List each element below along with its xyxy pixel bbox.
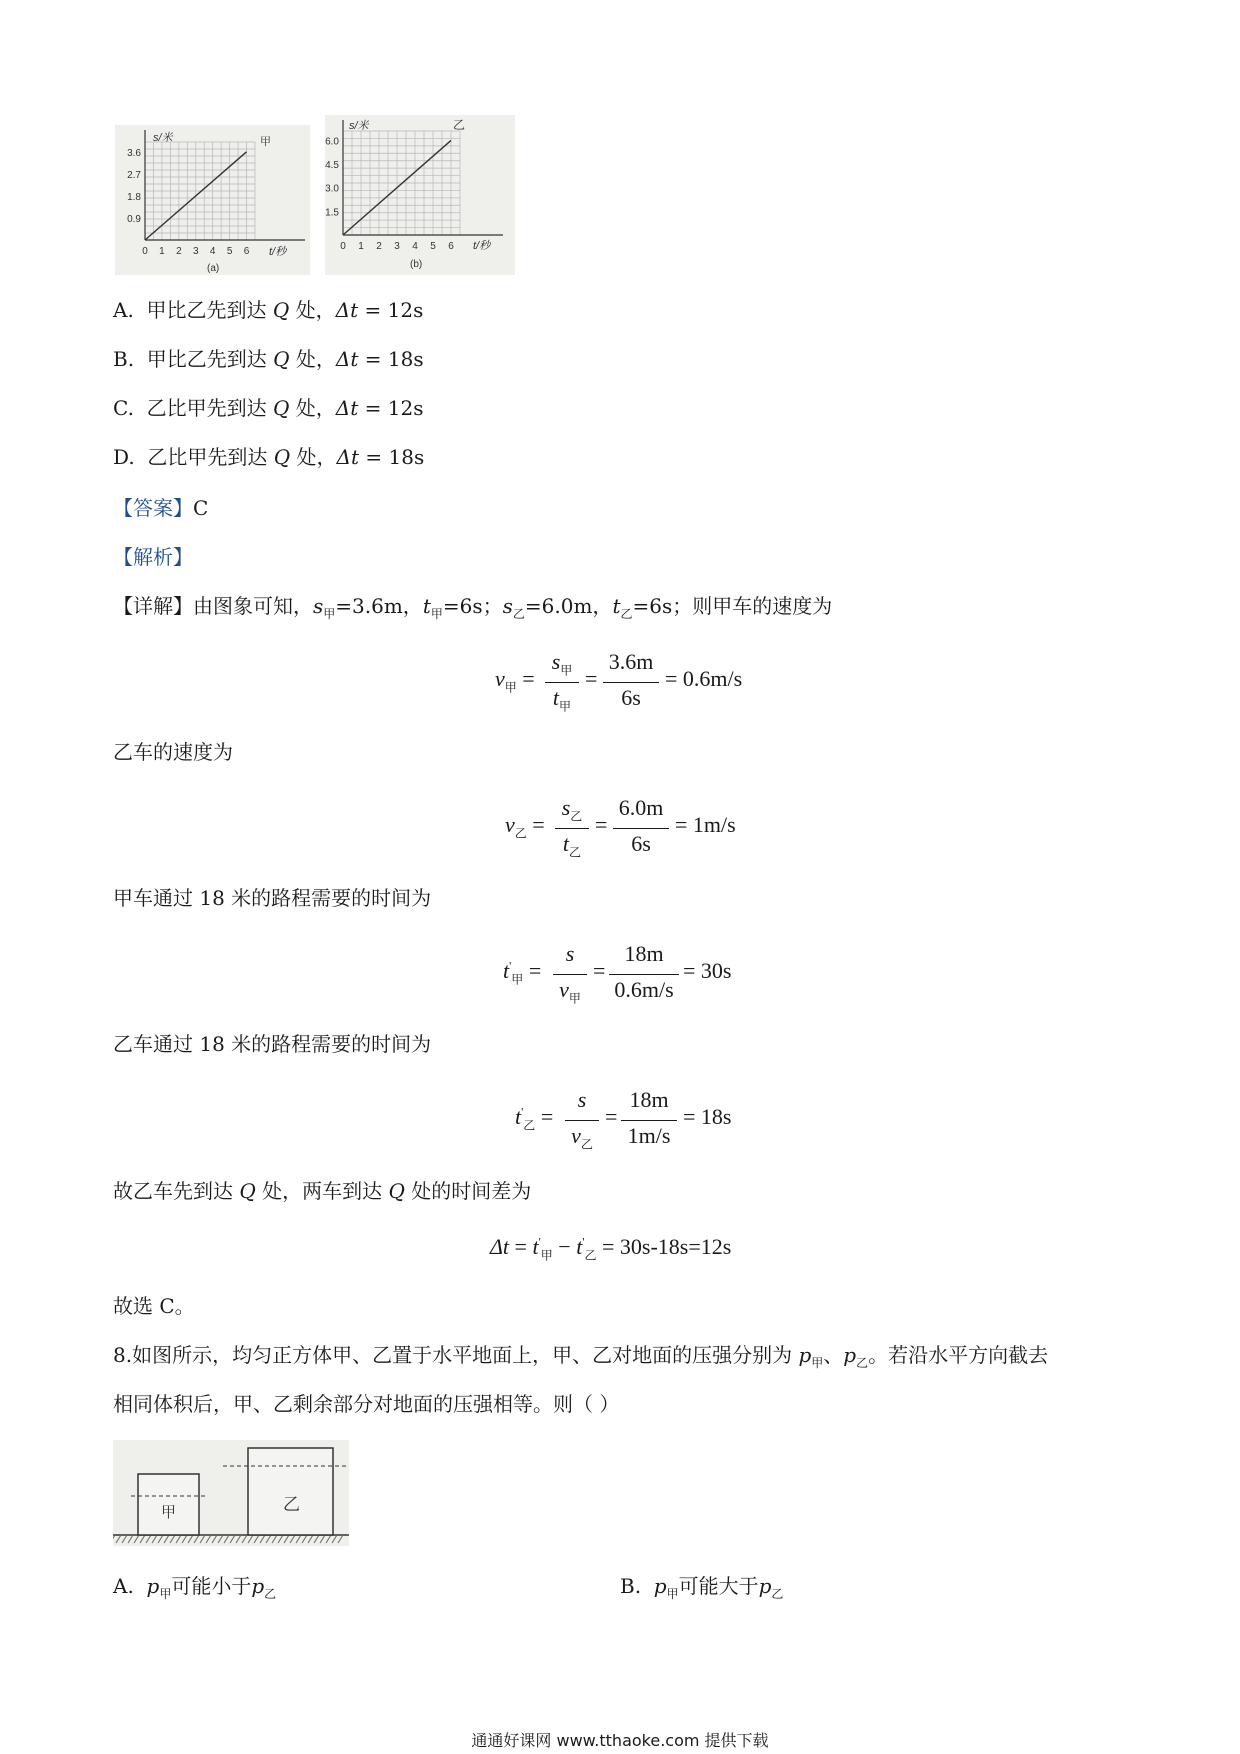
hatch-mark (272, 1535, 277, 1543)
hatch-mark (200, 1535, 205, 1543)
text-v-yi: 乙车的速度为 (113, 740, 233, 764)
x-tick-label-a: 4 (209, 246, 216, 257)
graph-b (325, 115, 515, 275)
hatch-mark (278, 1535, 283, 1543)
y-ticks-b (325, 136, 339, 218)
question-8-line2: 相同体积后，甲、乙剩余部分对地面的压强相等。则（ ） (113, 1392, 620, 1416)
hatch-mark (182, 1535, 187, 1543)
line-label-jia: 甲 (260, 136, 271, 148)
equation-t-jia: $t'_甲$ = s $v_甲$ = 18m 0.6m/s = 30s (503, 941, 732, 1006)
footer: 通通好课网 www.tthaoke.com 提供下载 (471, 1731, 769, 1750)
hatch-mark (218, 1535, 223, 1543)
figure-cubes (113, 1440, 349, 1546)
x-tick-label-b: 4 (412, 241, 418, 252)
hatch-mark (314, 1535, 319, 1543)
option-b[interactable]: B. 甲比乙先到达 Q 处，Δt = 18s (113, 347, 424, 371)
text-time-yi: 乙车通过 18 米的路程需要的时间为 (113, 1032, 432, 1056)
x-tick-label-b: 3 (394, 241, 400, 252)
hatch-mark (260, 1535, 265, 1543)
x-tick-label-b: 6 (448, 241, 454, 252)
hatch-mark (212, 1535, 217, 1543)
text-time-jia: 甲车通过 18 米的路程需要的时间为 (113, 886, 432, 910)
line-label-yi: 乙 (453, 118, 466, 132)
hatch-mark (338, 1535, 343, 1543)
equation-v-jia: $v_甲$ = $s_甲$ $t_甲$ = 3.6m 6s = 0.6m/s (495, 649, 743, 714)
y-label-b: s/米 (349, 120, 369, 132)
y-tick-label-a: 0.9 (127, 213, 141, 225)
y-tick-label-b: 3.0 (325, 183, 339, 195)
equation-t-yi: $t'_乙$ = s $v_乙$ = 18m 1m/s = 18s (515, 1087, 732, 1152)
hatch-mark (224, 1535, 229, 1543)
analysis-label: 【解析】 (113, 545, 193, 569)
hatch-mark (146, 1535, 151, 1543)
hatch-mark (116, 1535, 121, 1543)
y-tick-label-b: 4.5 (325, 160, 339, 172)
option-d[interactable]: D. 乙比甲先到达 Q 处，Δt = 18s (113, 445, 425, 469)
x-label-b: t/秒 (473, 240, 491, 252)
hatch-mark (332, 1535, 337, 1543)
q8-option-b[interactable]: B. $p_甲$可能大于$p_乙$ (620, 1574, 784, 1601)
hatch-mark (230, 1535, 235, 1543)
label-jia: 甲 (161, 1504, 177, 1521)
x-tick-label-a: 0 (142, 246, 148, 257)
y-tick-label-b: 1.5 (325, 207, 339, 219)
x-tick-label-a: 2 (176, 246, 182, 257)
x-tick-label-a: 1 (159, 246, 165, 257)
x-tick-label-b: 1 (358, 241, 364, 252)
cube-yi (248, 1448, 333, 1535)
hatch-mark (242, 1535, 247, 1543)
hatch-mark (236, 1535, 241, 1543)
hatch-mark (296, 1535, 301, 1543)
y-label-a: s/米 (153, 132, 173, 144)
hatch-mark (248, 1535, 253, 1543)
y-tick-label-b: 6.0 (325, 136, 339, 148)
answer-line: 【答案】C (113, 496, 209, 520)
hatch-mark (290, 1535, 295, 1543)
x-tick-label-b: 5 (430, 241, 436, 252)
hatch-mark (122, 1535, 127, 1543)
label-yi: 乙 (283, 1495, 300, 1514)
hatch-mark (170, 1535, 175, 1543)
caption-b: (b) (410, 259, 423, 270)
hatch-mark (158, 1535, 163, 1543)
x-tick-label-a: 3 (192, 246, 199, 257)
x-ticks-a (142, 246, 250, 257)
x-tick-label-a: 6 (243, 246, 250, 257)
x-tick-label-b: 0 (340, 241, 346, 252)
hatch-mark (128, 1535, 133, 1543)
option-c[interactable]: C. 乙比甲先到达 Q 处，Δt = 12s (113, 396, 424, 420)
hatch-mark (254, 1535, 259, 1543)
y-tick-label-a: 3.6 (127, 147, 141, 159)
equation-v-yi: $v_乙$ = $s_乙$ $t_乙$ = 6.0m 6s = 1m/s (505, 795, 736, 860)
y-ticks-a (127, 148, 141, 225)
option-a[interactable]: A. 甲比乙先到达 Q 处，Δt = 12s (113, 298, 424, 322)
hatch-mark (194, 1535, 199, 1543)
hatch-mark (326, 1535, 331, 1543)
graph-a (115, 125, 310, 275)
x-ticks-b (340, 241, 454, 252)
hatch-mark (284, 1535, 289, 1543)
text-conclusion: 故乙车先到达 Q 处，两车到达 Q 处的时间差为 (113, 1179, 532, 1203)
caption-a: (a) (207, 263, 220, 274)
hatch-mark (302, 1535, 307, 1543)
x-tick-label-b: 2 (376, 241, 382, 252)
hatch-mark (266, 1535, 271, 1543)
hatch-mark (134, 1535, 139, 1543)
x-tick-label-a: 5 (226, 246, 233, 257)
hatch-mark (320, 1535, 325, 1543)
x-label-a: t/秒 (269, 246, 287, 258)
hatch-mark (176, 1535, 181, 1543)
q8-option-a[interactable]: A. $p_甲$可能小于$p_乙$ (113, 1574, 277, 1601)
detail-line: 【详解】由图象可知，$s_甲=3.6m$，$t_甲=6s$；$s_乙=6.0m$，$t_乙=6s$；则甲车的速度为 (113, 594, 833, 621)
question-8-line1: 8.如图所示，均匀正方体甲、乙置于水平地面上，甲、乙对地面的压强分别为 $p_甲$、$p_乙$。若沿水平方向截去 (113, 1343, 1049, 1370)
hatch-mark (113, 1535, 115, 1543)
hatch-mark (188, 1535, 193, 1543)
y-tick-label-a: 1.8 (127, 191, 141, 203)
text-choose: 故选 C。 (113, 1294, 195, 1318)
hatch-mark (140, 1535, 145, 1543)
hatch-mark (152, 1535, 157, 1543)
hatch-mark (164, 1535, 169, 1543)
y-tick-label-a: 2.7 (127, 169, 141, 181)
equation-dt: $\Delta t = t'_甲 - t'_乙 = 30s-18s=12s$ (490, 1234, 732, 1263)
hatch-mark (206, 1535, 211, 1543)
hatch-mark (308, 1535, 313, 1543)
ground-hatch (113, 1535, 343, 1543)
